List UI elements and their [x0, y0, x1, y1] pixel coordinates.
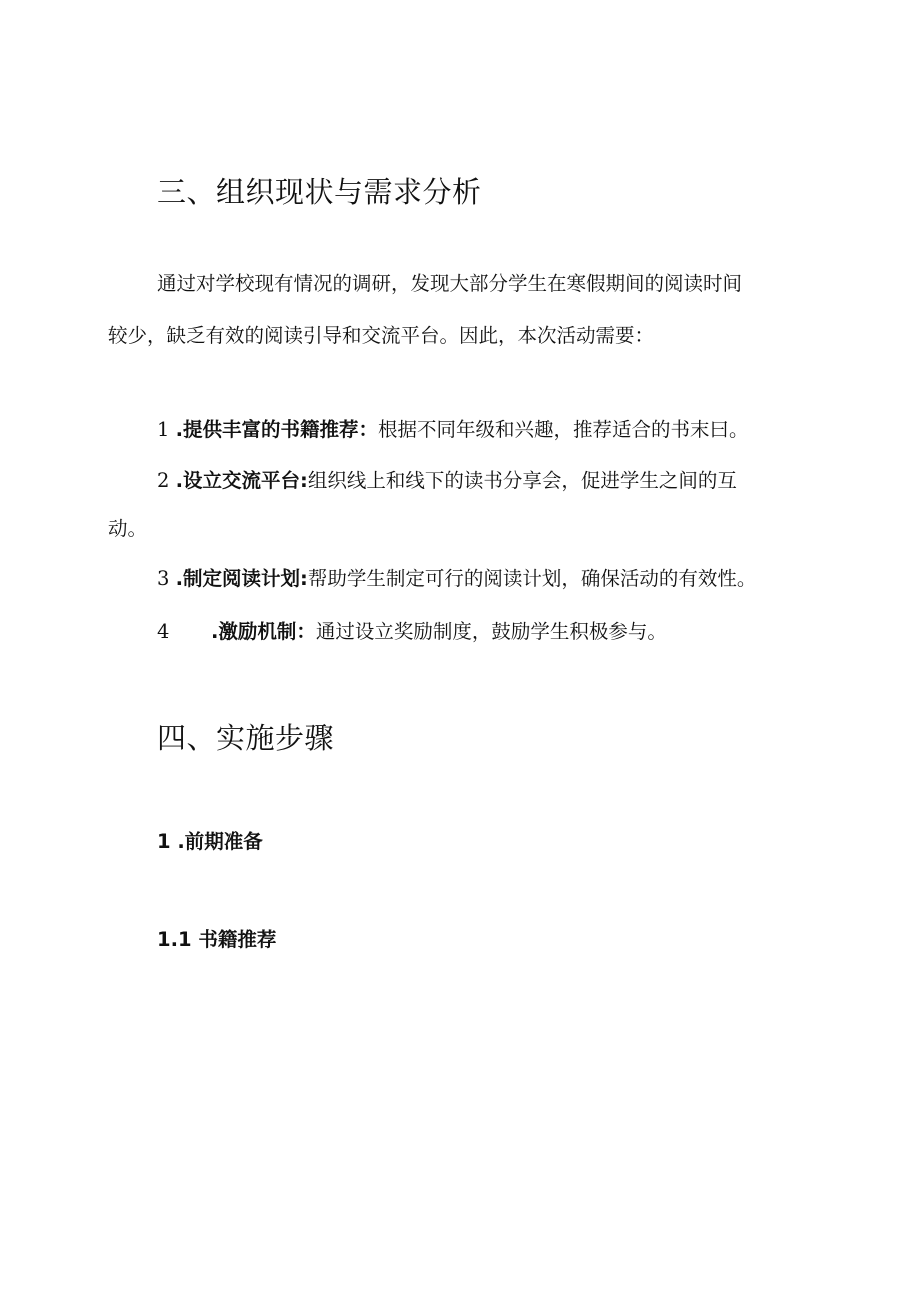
list-item-2: [157, 454, 737, 508]
list-item-4-text: 通过设立奖励制度，鼓励学生积极参与。: [315, 620, 667, 643]
list-item-1-title: .提供丰富的书籍推荐：: [175, 418, 379, 441]
list-item-3: [157, 552, 756, 606]
list-item-4-title: .激励机制：: [211, 620, 316, 643]
step-1-1-heading: 1.1 书籍推荐: [157, 928, 277, 951]
intro-paragraph-line-1: 通过对学校现有情况的调研，发现大部分学生在寒假期间的阅读时间: [157, 272, 743, 295]
section-4-heading: 四、实施步骤: [157, 721, 335, 755]
list-item-2-title: .设立交流平台:: [175, 469, 308, 492]
list-item-4-number: 4: [157, 620, 170, 643]
list-item-3-text: 帮助学生制定可行的阅读计划，确保活动的有效性。: [307, 567, 757, 590]
list-item-2-continuation: 动。: [108, 517, 148, 540]
list-item-3-title: .制定阅读计划:: [175, 567, 308, 590]
list-item-1: [157, 403, 749, 457]
list-item-2-text: 组织线上和线下的读书分享会，促进学生之间的互: [307, 469, 737, 492]
list-item-2-number: 2: [157, 469, 170, 492]
list-item-4: [157, 605, 667, 659]
step-1-heading: 1 .前期准备: [157, 830, 263, 853]
section-3-heading: 三、组织现状与需求分析: [157, 175, 482, 209]
list-item-3-number: 3: [157, 567, 170, 590]
list-item-1-number: 1: [157, 418, 170, 441]
intro-paragraph-line-2: 较少，缺乏有效的阅读引导和交流平台。因此，本次活动需要：: [108, 324, 655, 347]
list-item-1-text: 根据不同年级和兴趣，推荐适合的书末曰。: [378, 418, 749, 441]
